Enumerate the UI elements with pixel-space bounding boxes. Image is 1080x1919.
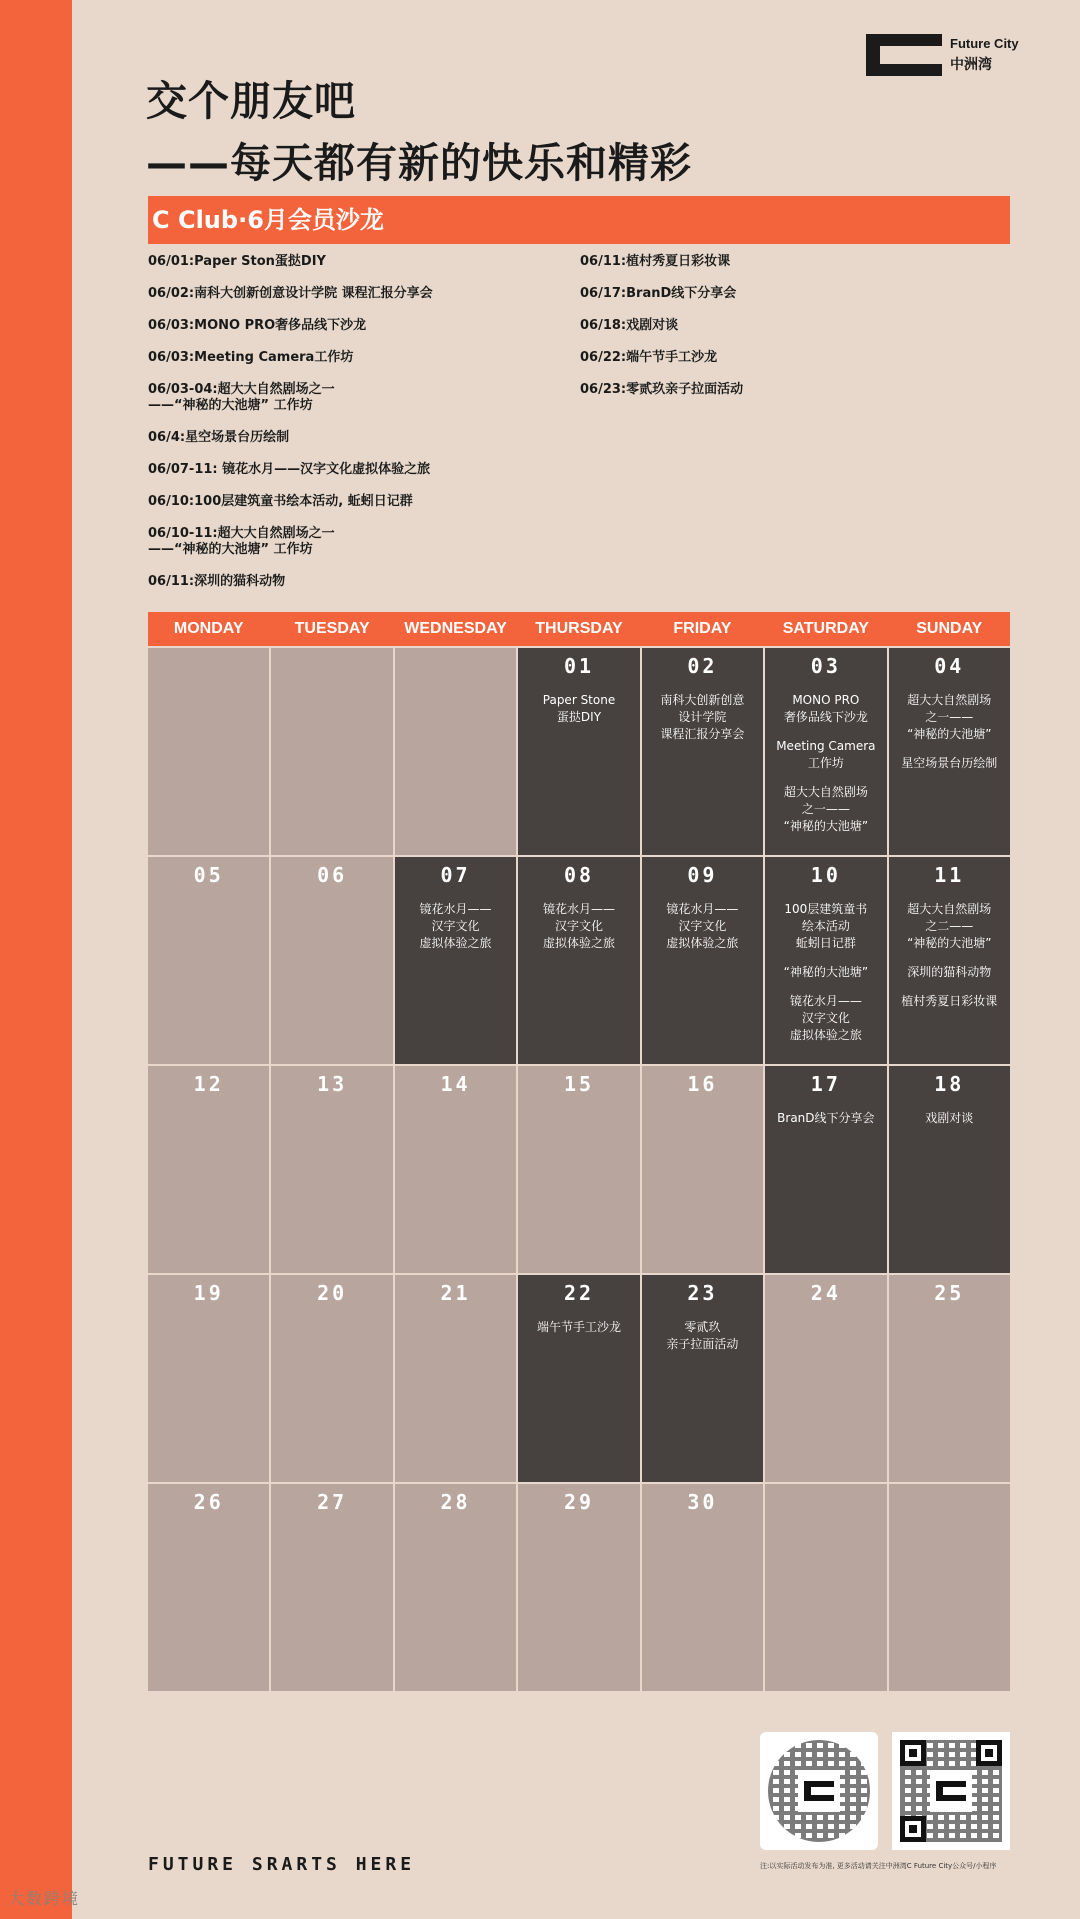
- calendar-day-cell: [148, 1275, 269, 1482]
- calendar-event: MONO PRO 奢侈品线下沙龙: [783, 693, 868, 724]
- calendar-day-cell: [642, 1275, 763, 1482]
- event-list-item: 06/10:100层建筑童书绘本活动, 蚯蚓日记群: [148, 494, 413, 509]
- event-list-item: 06/11:植村秀夏日彩妆课: [580, 254, 731, 269]
- calendar-event: 镜花水月—— 汉字文化 虚拟体验之旅: [789, 994, 862, 1042]
- calendar-day-cell: [642, 1484, 763, 1691]
- calendar-day-cell: [395, 1484, 516, 1691]
- day-number: 07: [440, 863, 471, 887]
- day-number: 22: [563, 1281, 595, 1305]
- c-logo-icon: [866, 34, 942, 76]
- calendar-empty-cell: [395, 648, 516, 855]
- headline-line-1: 交个朋友吧: [146, 77, 356, 125]
- calendar-event: 镜花水月—— 汉字文化 虚拟体验之旅: [666, 902, 739, 950]
- calendar-event: 100层建筑童书 绘本活动 蚯蚓日记群: [784, 902, 868, 950]
- day-number: 19: [193, 1281, 224, 1305]
- calendar-event: 南科大创新创意 设计学院 课程汇报分享会: [660, 693, 745, 741]
- calendar-event: 镜花水月—— 汉字文化 虚拟体验之旅: [542, 902, 615, 950]
- day-number: 13: [317, 1072, 348, 1096]
- footer-note: 注:以实际活动发布为准, 更多活动请关注中洲湾C Future City公众号/小程序: [760, 1862, 997, 1870]
- day-number: 30: [687, 1490, 718, 1514]
- calendar-day-cell: [765, 1275, 886, 1482]
- calendar-day-cell: [518, 857, 639, 1064]
- brand-name-cn: 中洲湾: [950, 57, 992, 73]
- day-number: 02: [687, 654, 718, 678]
- calendar-day-cell: [518, 1484, 639, 1691]
- calendar-event: 超大大自然剧场 之一—— “神秘的大池塘”: [907, 693, 992, 741]
- event-list-item: 06/03-04:超大大自然剧场之一 ——“神秘的大池塘” 工作坊: [148, 382, 335, 413]
- weekday-label: SATURDAY: [782, 620, 869, 637]
- calendar-day-cell: [395, 1066, 516, 1273]
- weekday-label: FRIDAY: [673, 620, 732, 637]
- day-number: 10: [810, 863, 841, 887]
- calendar-day-cell: [765, 857, 886, 1064]
- day-number: 24: [810, 1281, 841, 1305]
- event-list-item: 06/17:BranD线下分享会: [580, 286, 737, 301]
- weekday-label: SUNDAY: [916, 620, 983, 637]
- calendar-empty-cell: [148, 648, 269, 855]
- calendar-day-cell: [765, 648, 886, 855]
- june-calendar: [148, 612, 1010, 1691]
- day-number: 26: [193, 1490, 224, 1514]
- headline-line-2: ——每天都有新的快乐和精彩: [146, 139, 692, 187]
- calendar-event: 零贰玖 亲子拉面活动: [666, 1320, 739, 1351]
- calendar-day-cell: [642, 648, 763, 855]
- day-number: 01: [563, 654, 595, 678]
- calendar-event: 星空场景台历绘制: [901, 756, 998, 770]
- calendar-empty-cell: [271, 648, 392, 855]
- calendar-day-cell: [518, 648, 639, 855]
- calendar-day-cell: [148, 1066, 269, 1273]
- event-list-item: 06/02:南科大创新创意设计学院 课程汇报分享会: [148, 286, 433, 301]
- day-number: 28: [440, 1490, 471, 1514]
- event-list-item: 06/03:MONO PRO奢侈品线下沙龙: [148, 318, 367, 333]
- calendar-day-cell: [395, 857, 516, 1064]
- calendar-day-cell: [271, 1484, 392, 1691]
- weekday-label: WEDNESDAY: [404, 620, 507, 637]
- day-number: 14: [440, 1072, 471, 1096]
- event-list-item: 06/01:Paper Ston蛋挞DIY: [148, 254, 326, 269]
- calendar-empty-cell: [765, 1484, 886, 1691]
- day-number: 12: [193, 1072, 224, 1096]
- weekday-label: TUESDAY: [294, 620, 370, 637]
- calendar-day-cell: [395, 1275, 516, 1482]
- event-list-item: 06/03:Meeting Camera工作坊: [148, 350, 354, 365]
- day-number: 03: [810, 654, 841, 678]
- day-number: 23: [687, 1281, 718, 1305]
- mini-program-qr-code[interactable]: [760, 1732, 878, 1850]
- day-number: 25: [934, 1281, 965, 1305]
- calendar-event: BranD线下分享会: [777, 1111, 875, 1125]
- page-headline: [146, 70, 692, 194]
- calendar-event: 超大大自然剧场 之二—— “神秘的大池塘”: [907, 902, 992, 950]
- event-list-item: 06/22:端午节手工沙龙: [580, 350, 718, 365]
- calendar-day-cell: [518, 1275, 639, 1482]
- calendar-day-cell: [765, 1066, 886, 1273]
- day-number: 21: [440, 1281, 471, 1305]
- day-number: 09: [687, 863, 718, 887]
- footer-tagline: FUTURE SRARTS HERE: [148, 1854, 416, 1875]
- calendar-event: Paper Stone 蛋挞DIY: [542, 693, 616, 724]
- day-number: 20: [317, 1281, 348, 1305]
- watermark: 大数跨境: [8, 1889, 81, 1908]
- calendar-event: 超大大自然剧场 之一—— “神秘的大池塘”: [783, 785, 869, 833]
- event-list-item: 06/10-11:超大大自然剧场之一 ——“神秘的大池塘” 工作坊: [148, 526, 335, 557]
- calendar-day-cell: [889, 648, 1010, 855]
- calendar-event: 镜花水月—— 汉字文化 虚拟体验之旅: [419, 902, 492, 950]
- day-number: 04: [934, 654, 965, 678]
- day-number: 29: [563, 1490, 595, 1514]
- day-number: 05: [193, 863, 224, 887]
- event-list-right: [580, 254, 1000, 414]
- event-list-item: 06/11:深圳的猫科动物: [148, 574, 286, 589]
- accent-side-bar: [0, 0, 72, 1919]
- calendar-event: 植村秀夏日彩妆课: [901, 994, 998, 1008]
- calendar-day-cell: [889, 1275, 1010, 1482]
- event-list-item: 06/4:星空场景台历绘制: [148, 430, 290, 445]
- calendar-day-cell: [148, 1484, 269, 1691]
- calendar-day-cell: [271, 857, 392, 1064]
- calendar-event: 端午节手工沙龙: [536, 1320, 621, 1334]
- day-number: 27: [317, 1490, 348, 1514]
- day-number: 08: [563, 863, 595, 887]
- event-list-item: 06/18:戏剧对谈: [580, 318, 679, 333]
- brand-logo: [866, 34, 1019, 76]
- day-number: 06: [317, 863, 348, 887]
- day-number: 15: [563, 1072, 595, 1096]
- calendar-day-cell: [271, 1066, 392, 1273]
- calendar-event: “神秘的大池塘”: [783, 965, 869, 979]
- weekday-label: MONDAY: [173, 620, 244, 637]
- official-account-qr-code[interactable]: [892, 1732, 1010, 1850]
- calendar-event: Meeting Camera 工作坊: [776, 739, 876, 770]
- calendar-day-cell: [148, 857, 269, 1064]
- calendar-empty-cell: [889, 1484, 1010, 1691]
- calendar-event: 深圳的猫科动物: [907, 965, 992, 979]
- weekday-label: THURSDAY: [535, 620, 623, 637]
- calendar-day-cell: [271, 1275, 392, 1482]
- calendar-grid: [148, 648, 1010, 1691]
- day-number: 11: [934, 863, 965, 887]
- brand-name-en: Future City: [950, 36, 1019, 51]
- day-number: 17: [810, 1072, 841, 1096]
- calendar-event: 戏剧对谈: [925, 1111, 974, 1125]
- calendar-day-cell: [642, 857, 763, 1064]
- calendar-day-cell: [889, 857, 1010, 1064]
- weekday-header: [148, 612, 1010, 646]
- day-number: 16: [687, 1072, 718, 1096]
- club-title-bar: C Club·6月会员沙龙: [148, 196, 1010, 244]
- day-number: 18: [934, 1072, 965, 1096]
- calendar-day-cell: [889, 1066, 1010, 1273]
- calendar-day-cell: [642, 1066, 763, 1273]
- calendar-day-cell: [518, 1066, 639, 1273]
- event-list-item: 06/23:零贰玖亲子拉面活动: [580, 382, 744, 397]
- event-list-left: [148, 254, 568, 606]
- event-list-item: 06/07-11: 镜花水月——汉字文化虚拟体验之旅: [148, 462, 431, 477]
